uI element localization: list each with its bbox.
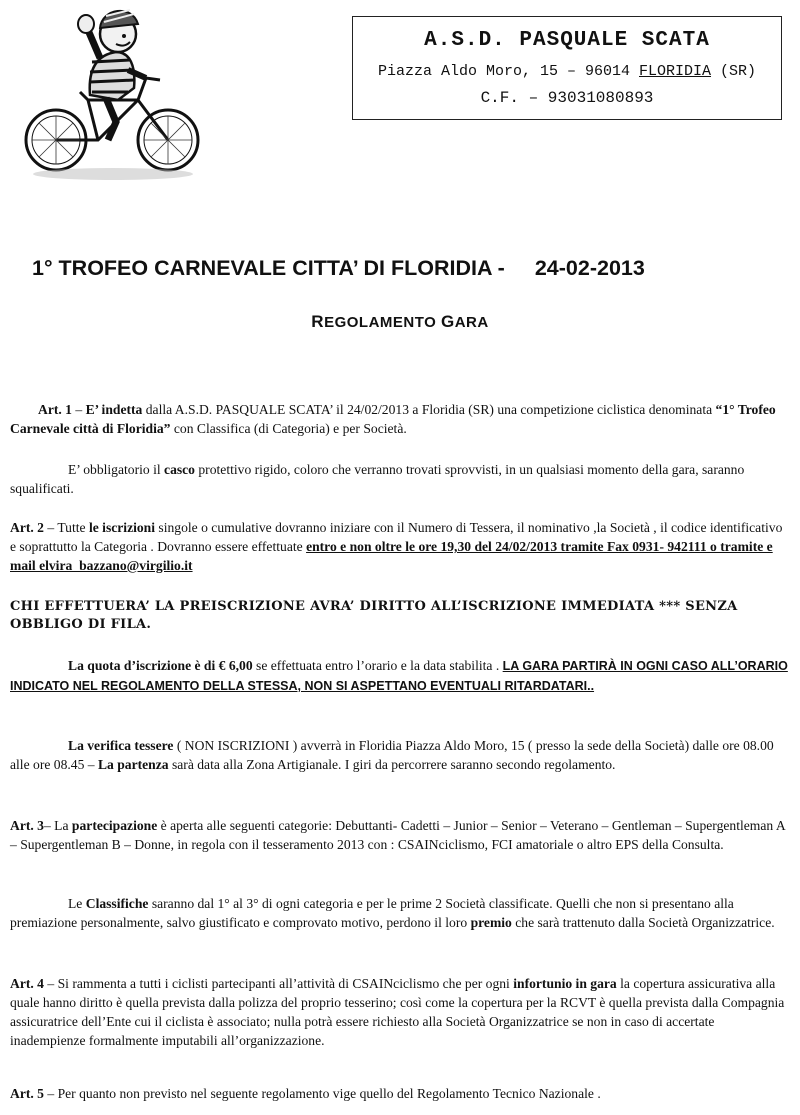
casco-text1: E’ obbligatorio il [68, 462, 165, 477]
fiscal-code: C.F. – 93031080893 [480, 89, 654, 107]
casco-text2: protettivo rigido, coloro che verranno trovati sprovvisti, in un qualsiasi momento della gara, saranno squalificati. [10, 462, 745, 496]
classifiche-bold: Classifiche [85, 896, 149, 911]
title-text: 1° TROFEO CARNEVALE CITTA’ DI FLORIDIA - [32, 256, 505, 280]
title-date: 24-02-2013 [534, 256, 645, 280]
subtitle-rest-1: EGOLAMENTO [324, 314, 441, 331]
article-4 [10, 974, 788, 1050]
article-5 [10, 1084, 788, 1103]
subtitle-initial-g: G [440, 312, 455, 331]
art2-iscrizioni: le iscrizioni [88, 520, 156, 535]
registration-fee [10, 656, 788, 696]
art1-text1: dalla A.S.D. PASQUALE SCATA’ il 24/02/2013 a Floridia (SR) una competizione ciclistica denominata [142, 402, 716, 417]
subtitle-initial-r: R [311, 312, 325, 331]
casco-bold: casco [164, 462, 195, 477]
document-title [32, 256, 792, 281]
helmet-rule [10, 460, 788, 498]
cyclist-illustration [18, 0, 208, 190]
art5-text: – Per quanto non previsto nel seguente regolamento vige quello del Regolamento Tecnico Nazionale . [43, 1086, 601, 1101]
article-1 [10, 400, 788, 438]
verifica-bold: La verifica tessere [68, 738, 174, 753]
article-5-label: Art. 5 [10, 1086, 44, 1101]
art3-partecipazione: partecipazione [71, 818, 158, 833]
subtitle-rest-2: ARA [454, 314, 489, 331]
article-3 [10, 816, 788, 854]
article-4-label: Art. 4 [10, 976, 44, 991]
verifica-text1: ( NON ISCRIZIONI ) avverrà in Floridia Piazza Aldo Moro, 15 ( presso la sede della Società) dalle ore 08.00 alle ore 08.45 – [10, 738, 774, 772]
classifiche-premio: premio [470, 915, 512, 930]
article-2 [10, 518, 788, 575]
art4-text1: – Si rammenta a tutti i ciclisti partecipanti all’attività di CSAINciclismo che per ogni [43, 976, 514, 991]
art2-deadline: entro e non oltre le ore 19,30 del 24/02/2013 tramite Fax 0931- 942111 o tramite e mail elvira_bazzano@virgilio.it [10, 539, 773, 573]
organization-name: A.S.D. PASQUALE SCATA [424, 29, 710, 52]
address-province: (SR) [711, 63, 757, 80]
art1-indetta: E’ indetta [85, 402, 143, 417]
art4-text2: la copertura assicurativa alla quale hanno diritto è quella prevista dalla polizza del proprio tesserino; così come la copertura per la RCVT è quella prevista dalla Compagnia assicuratrice dell’Ente cui il ciclista è associato; nulla potrà essere richiesto alla Società Organizzatrice se non in caso di accertate inadempienze formalmente imputabili all’organizzazione. [10, 976, 785, 1048]
art4-infortunio: infortunio in gara [513, 976, 617, 991]
verifica-partenza: La partenza [97, 757, 169, 772]
article-3-label: Art. 3 [10, 818, 44, 833]
art3-text2: è aperta alle seguenti categorie: Debuttanti- Cadetti – Junior – Senior – Veterano – Gentleman – Supergentleman A – Supergentleman B – Donne, in regola con il tesseramento 2013 con : CSAINciclismo, FCI amatoriale o altro EPS della Consulta. [10, 818, 785, 852]
art3-text1: – La [43, 818, 72, 833]
classifiche-text3: che sarà trattenuto dalla Società Organizzatrice. [511, 915, 775, 930]
art1-trophy-name: “1° Trofeo Carnevale città di Floridia” [10, 402, 776, 436]
verifica-text2: sarà data alla Zona Artigianale. I giri da percorrere saranno secondo regolamento. [168, 757, 616, 772]
document-subtitle [0, 312, 800, 332]
address-street: Piazza Aldo Moro, 15 – 96014 [377, 63, 639, 80]
card-verification [10, 736, 788, 774]
classifiche-text1: Le [68, 896, 86, 911]
art1-text2: con Classifica (di Categoria) e per Società. [170, 421, 407, 436]
preregistration-notice: CHI EFFETTUERA’ LA PREISCRIZIONE AVRA’ DIRITTO ALL’ISCRIZIONE IMMEDIATA *** SENZA OBBLIGO DI FILA. [10, 599, 738, 632]
rankings-rule [10, 894, 788, 932]
art2-text2: singole o cumulative dovranno iniziare con il Numero di Tessera, il nominativo ,la Società , il codice identificativo e soprattutto la Categoria . Dovranno essere effettuate [10, 520, 783, 554]
quota-bold: La quota d’iscrizione è di € 6,00 [68, 658, 253, 673]
classifiche-text2: saranno dal 1° al 3° di ogni categoria e per le prime 2 Società classificate. Quelli che non si presentano alla premiazione personalmente, salvo giustificato e comprovato motivo, perdono il loro [10, 896, 734, 930]
organization-address [353, 63, 781, 80]
quota-caps-warning: LA GARA PARTIRÀ IN OGNI CASO ALL’ORARIO INDICATO NEL REGOLAMENTO DELLA STESSA, NON SI ASPETTANO EVENTUALI RITARDATARI.. [10, 659, 788, 693]
article-2-label: Art. 2 [10, 520, 44, 535]
art1-dash: – [71, 402, 86, 417]
art2-text1: – Tutte [43, 520, 89, 535]
quota-text: se effettuata entro l’orario e la data stabilita . [252, 658, 503, 673]
organization-header-box [352, 16, 782, 120]
article-1-label: Art. 1 [38, 402, 72, 417]
address-city: FLORIDIA [639, 63, 712, 80]
